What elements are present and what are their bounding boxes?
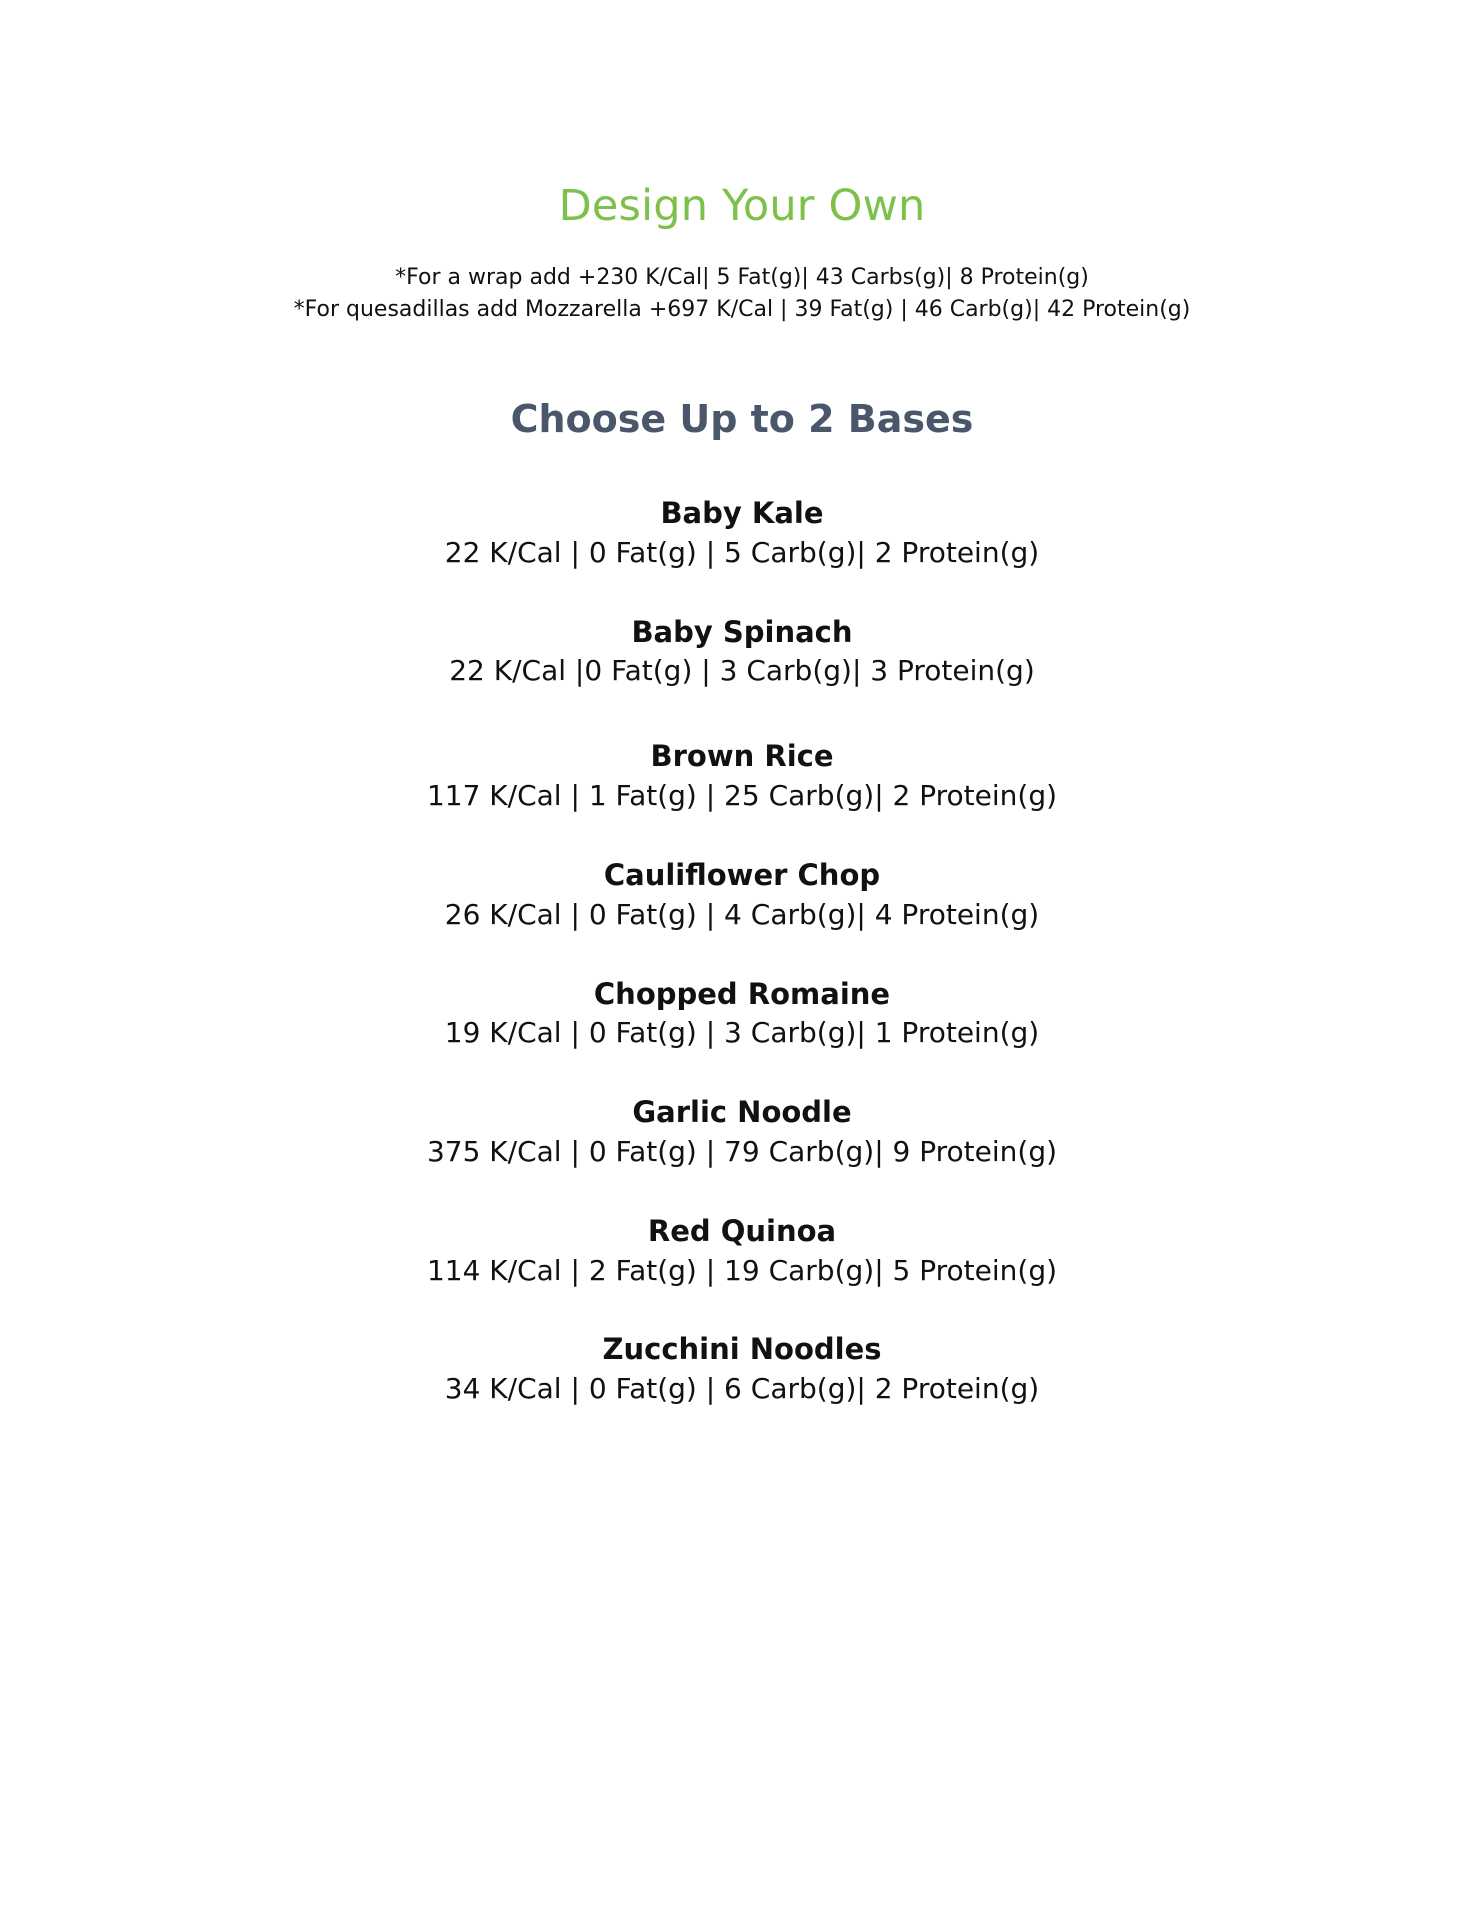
base-item-name: Baby Spinach [631, 615, 853, 649]
section-heading: Choose Up to 2 Bases [510, 397, 974, 441]
base-item-facts: 117 K/Cal | 1 Fat(g) | 25 Carb(g)| 2 Protein(g) [426, 779, 1058, 812]
wrap-note: *For a wrap add +230 K/Cal| 5 Fat(g)| 43 Carbs(g)| 8 Protein(g) [395, 265, 1089, 290]
base-item-facts: 114 K/Cal | 2 Fat(g) | 19 Carb(g)| 5 Protein(g) [426, 1254, 1058, 1287]
base-item-name: Baby Kale [660, 496, 824, 530]
base-item-name: Zucchini Noodles [602, 1332, 882, 1366]
base-item-facts: 375 K/Cal | 0 Fat(g) | 79 Carb(g)| 9 Protein(g) [426, 1135, 1058, 1168]
base-item-name: Garlic Noodle [632, 1095, 852, 1129]
base-item-facts: 22 K/Cal |0 Fat(g) | 3 Carb(g)| 3 Protein(g) [449, 654, 1035, 687]
base-item-facts: 22 K/Cal | 0 Fat(g) | 5 Carb(g)| 2 Protein(g) [444, 536, 1040, 569]
base-item-facts: 26 K/Cal | 0 Fat(g) | 4 Carb(g)| 4 Protein(g) [444, 898, 1040, 931]
base-item-facts: 34 K/Cal | 0 Fat(g) | 6 Carb(g)| 2 Protein(g) [444, 1372, 1040, 1405]
base-item-name: Chopped Romaine [593, 977, 891, 1011]
page-title: Design Your Own [558, 181, 926, 231]
base-item-name: Cauliflower Chop [603, 858, 881, 892]
base-item-name: Red Quinoa [647, 1214, 837, 1248]
base-item-facts: 19 K/Cal | 0 Fat(g) | 3 Carb(g)| 1 Protein(g) [444, 1016, 1040, 1049]
quesadilla-note: *For quesadillas add Mozzarella +697 K/Cal | 39 Fat(g) | 46 Carb(g)| 42 Protein(g) [293, 297, 1191, 322]
base-item-name: Brown Rice [650, 739, 834, 773]
